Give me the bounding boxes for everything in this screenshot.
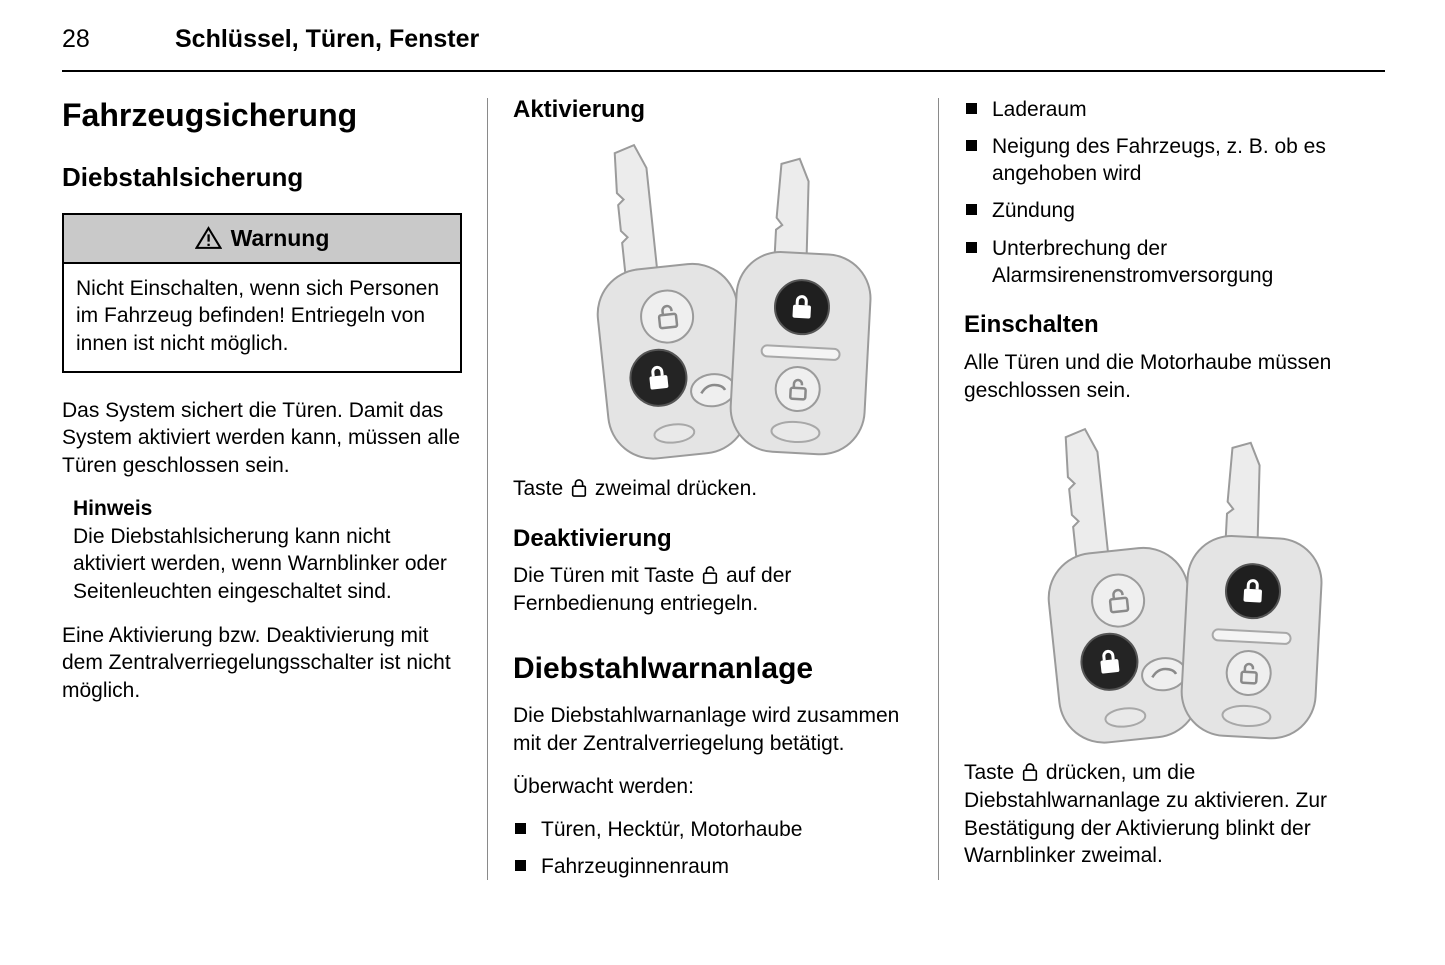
monitored-list-continued bbox=[964, 96, 1364, 290]
paragraph: Die Diebstahlwarnanlage wird zusammen mit der Zentralverriegelung betätigt. bbox=[513, 704, 900, 756]
page-header bbox=[62, 26, 1385, 54]
activation-heading: Aktivierung bbox=[513, 95, 646, 123]
bullet-text: Zündung bbox=[992, 199, 1075, 223]
key-fobs-figure bbox=[513, 135, 911, 465]
paragraph: Das System sichert die Türen. Damit das System aktiviert werden kann, müssen alle Türen geschlossen sein. bbox=[62, 398, 461, 478]
monitored-intro: Überwacht werden: bbox=[513, 774, 694, 798]
warning-box-header bbox=[64, 215, 460, 264]
alarm-section-title: Diebstahlwarnanlage bbox=[513, 651, 814, 685]
bullet-item bbox=[964, 235, 1364, 290]
two-remote-key-fobs-illustration bbox=[513, 135, 911, 465]
bullet-text: Neigung des Fahrzeugs, z. B. ob es angehoben wird bbox=[992, 134, 1326, 186]
body-text: auf der Fernbedienung entriegeln. bbox=[513, 564, 792, 616]
deactivation-text bbox=[513, 562, 913, 617]
column-divider bbox=[487, 98, 488, 881]
bullet-item bbox=[964, 133, 1364, 188]
column-right bbox=[964, 96, 1364, 891]
closed-padlock-icon bbox=[1021, 761, 1039, 783]
two-remote-key-fobs-illustration bbox=[964, 419, 1362, 749]
note-block bbox=[62, 495, 462, 606]
key-fobs-figure bbox=[964, 419, 1362, 749]
figure-caption bbox=[964, 759, 1364, 870]
body-text: Die Türen mit Taste bbox=[513, 564, 695, 588]
caption-text: Taste bbox=[964, 761, 1015, 785]
chapter-title: Schlüssel, Türen, Fenster bbox=[175, 25, 480, 53]
column-middle bbox=[513, 96, 913, 891]
bullet-text: Laderaum bbox=[992, 97, 1087, 121]
warning-text: Nicht Einschalten, wenn sich Personen im Fahrzeug befinden! Entriegeln von innen ist nicht möglich. bbox=[76, 276, 440, 356]
note-label: Hinweis bbox=[73, 496, 153, 520]
caption-text: Taste bbox=[513, 477, 564, 501]
bullet-item bbox=[513, 816, 913, 843]
figure-caption bbox=[513, 475, 913, 503]
caption-text: drücken, um die Diebstahlwarnanlage zu aktivieren. Zur Bestätigung der Aktivierung blinkt der Warnblinker zweimal. bbox=[964, 761, 1328, 868]
caption-text: zweimal drücken. bbox=[594, 477, 758, 501]
paragraph: Alle Türen und die Motorhaube müssen geschlossen sein. bbox=[964, 350, 1332, 402]
warning-box-body bbox=[64, 264, 460, 371]
bullet-item bbox=[513, 853, 913, 880]
page-number: 28 bbox=[62, 25, 90, 53]
content-columns bbox=[62, 96, 1385, 891]
paragraph: Eine Aktivierung bzw. Deaktivierung mit dem Zentralverriegelungsschalter ist nicht möglich. bbox=[62, 623, 451, 703]
bullet-item bbox=[964, 96, 1364, 123]
bullet-text: Unterbrechung der Alarmsirenenstromversorgung bbox=[992, 236, 1274, 287]
warning-label: Warnung bbox=[230, 224, 330, 251]
column-divider bbox=[938, 98, 939, 881]
bullet-text: Türen, Hecktür, Motorhaube bbox=[541, 817, 803, 841]
open-padlock-icon bbox=[701, 564, 719, 586]
activation-on-heading: Einschalten bbox=[964, 311, 1099, 339]
warning-box bbox=[62, 213, 462, 373]
warning-triangle-icon bbox=[195, 226, 222, 250]
subsection-title: Diebstahlsicherung bbox=[62, 161, 304, 192]
deactivation-heading: Deaktivierung bbox=[513, 524, 672, 552]
note-text: Die Diebstahlsicherung kann nicht aktiviert werden, wenn Warnblinker oder Seitenleuchten eingeschaltet sind. bbox=[73, 524, 447, 604]
section-title: Fahrzeugsicherung bbox=[62, 96, 358, 133]
bullet-text: Fahrzeuginnenraum bbox=[541, 854, 729, 878]
header-rule bbox=[62, 70, 1385, 72]
bullet-item bbox=[964, 197, 1364, 224]
column-left bbox=[62, 96, 462, 891]
monitored-list bbox=[513, 816, 913, 881]
closed-padlock-icon bbox=[570, 477, 588, 499]
